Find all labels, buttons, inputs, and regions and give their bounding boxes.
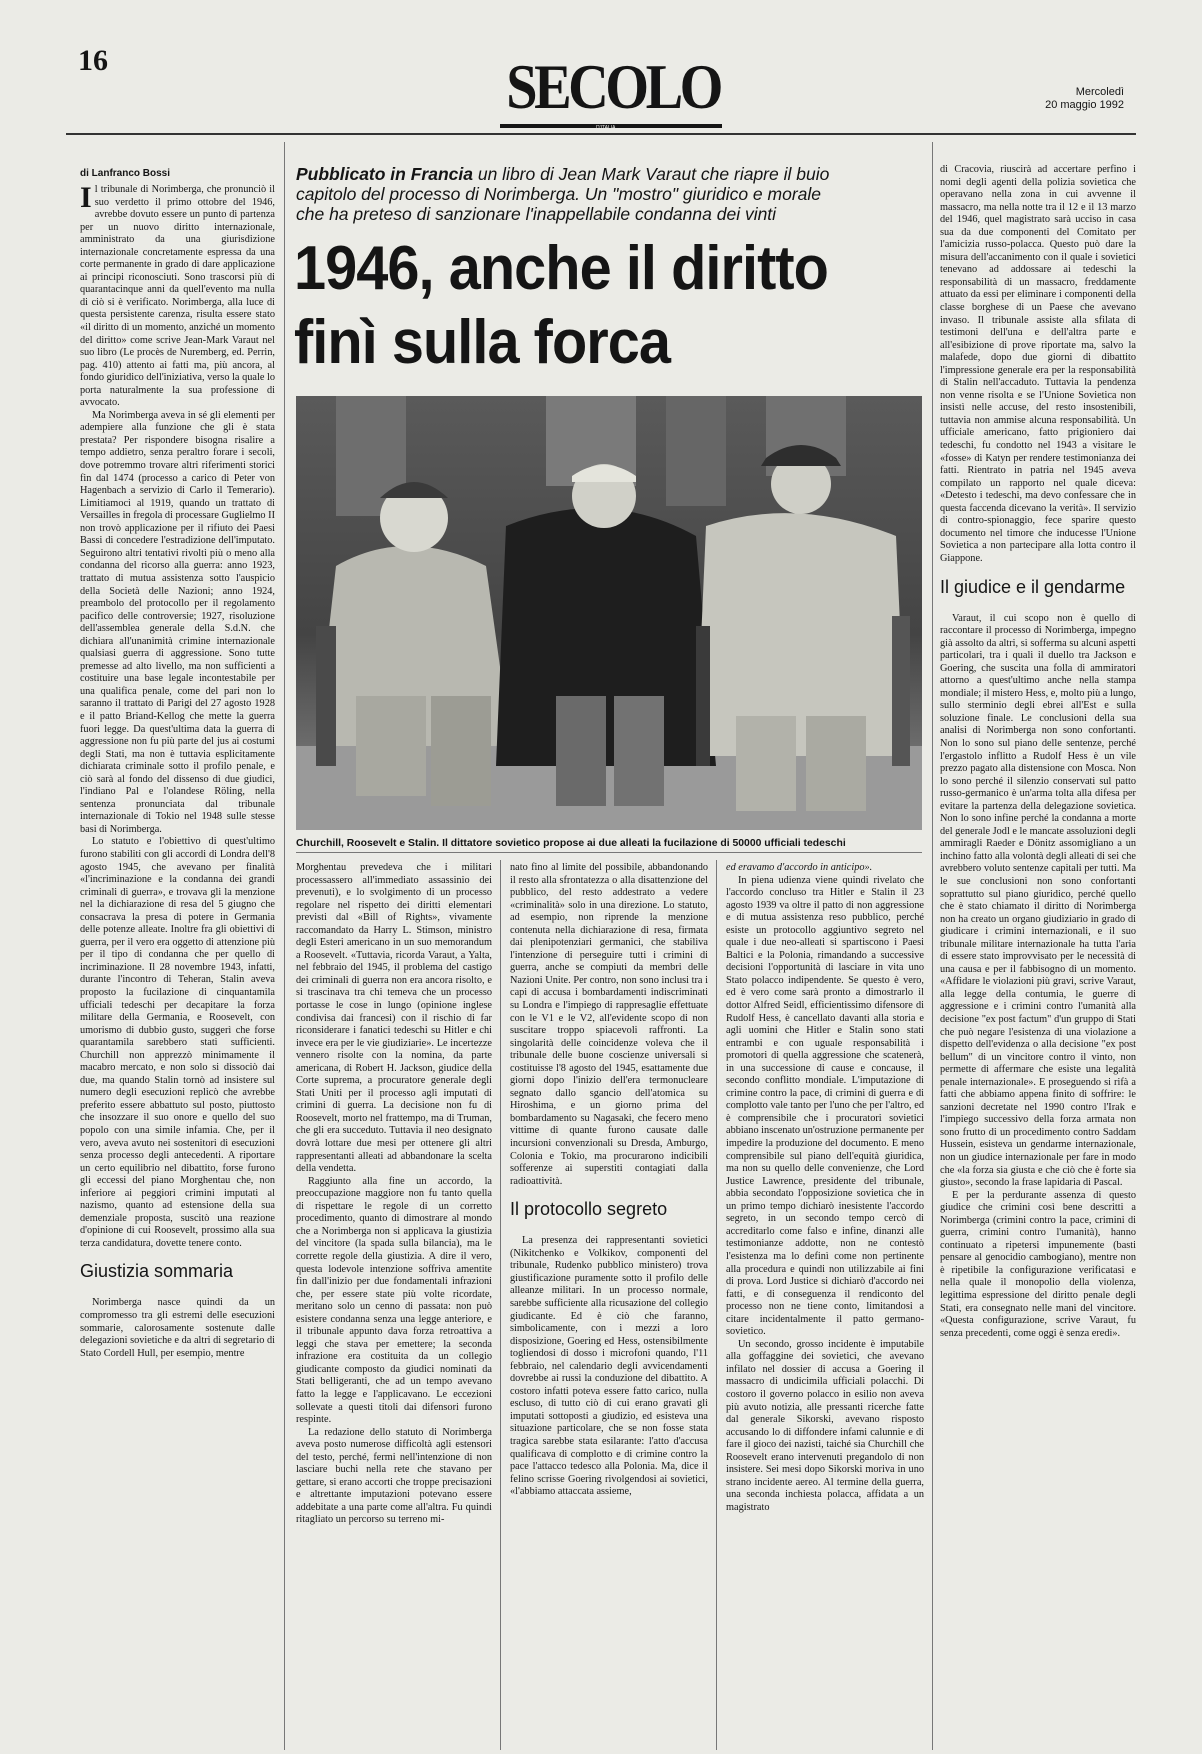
masthead-sub: D'ITALIA bbox=[596, 125, 616, 131]
photo-illustration bbox=[296, 396, 922, 830]
page-number: 16 bbox=[78, 44, 108, 77]
caption-rule bbox=[296, 852, 922, 853]
paragraph: Un secondo, grosso incidente è imputabile alla goffaggine dei sovietici, che avevano infilato nel dossier di accusa a Goering il massacro di undicimila ufficiali polacchi. Di costoro il governo polacco in esilio non aveva più avuto notizia, alle pressanti ricerche fatte dal generale Sikorski, avevano risposto accusando lo di diffondere infami calunnie e di fare il gioco dei nazisti, taiché sia Churchill che Roosevelt erano intervenuti pregandolo di non insistere. Sei mesi dopo Sikorski moriva in uno strano incidente aereo. Al termine della guerra, una seconda inchiesta polacca, affidata a un magistrato bbox=[726, 1338, 924, 1513]
header-rule bbox=[66, 133, 1136, 135]
subhead-protocollo-segreto: Il protocollo segreto bbox=[510, 1199, 668, 1220]
photo-caption: Churchill, Roosevelt e Stalin. Il dittatore sovietico propose ai due alleati la fucilazione di 50000 ufficiali tedeschi bbox=[296, 838, 846, 849]
paragraph: In piena udienza viene quindi rivelato che l'accordo concluso tra Hitler e Stalin il 23 agosto 1939 va oltre il patto di non aggressione e di mutua assistenza reso pubblico, perché esiste un protocollo aggiuntivo segreto nel quale i due neo-alleati si spartiscono i Paesi Baltici e la Polonia, rimandando a successive decisioni l'opportunità di lasciare in vita uno Stato polacco indipendente. Se questo è vero, ed è vero come sarà pronto a dimostrarlo il dottor Alfred Seidl, efficientissimo difensore di Rudolf Hess, è cancellato davanti alla storia e agli uomini che Hitler e Stalin sono stati entrambi e con uguale responsabilità i promotori di quella aggressione che scatenerà, in una successione di cause e concause, il secondo conflitto mondiale. L'imputazione di crimine contro la pace, di crimini di guerra e di complotto vale tanto per l'uno che per l'altro, ed è comprensibile che i procuratori sovietici abbiano inscenato un'ostruzione permanente per impedire la produzione del documento. E meno comprensibile sul piano dell'equità giuridica, ma non su quello delle convenienze, che Lord Justice Lawrence, presidente del tribunale, abbia secondato l'opposizione sovietica che in un primo tempo dichiarò inesistente l'accordo segreto, in un secondo tempo cercò di accreditarlo come falso e infine, dinanzi alle testimonianze addotte, non ne contestò l'esistenza ma lo definì come non pertinente alla procedura e quindi non utilizzabile ai fini di prova. Lord Justice si dichiarò d'accordo nei fatti, e di conseguenza il rendiconto del processo non ne tiene conto, limitandosi a citare incidentalmente il patto germano-sovietico. bbox=[726, 874, 924, 1338]
headline bbox=[294, 232, 852, 380]
paragraph: Varaut, il cui scopo non è quello di raccontare il processo di Norimberga, impegno già assolto da altri, si sofferma su alcuni aspetti particolari, tra i quali il duello tra Jackson e Goering, che suscita una folla di ammiratori attorno a quest'ultimo anche nella stampa mondiale; il mistero Hess, e, molto più a lungo, sullo sterminio degli ebrei all'Est e sulla soluzione finale. Le conclusioni della sua analisi di Norimberga non sono confortanti. Non lo sono sul piano delle sentenze, perché l'ergastolo inflitto a Rudolf Hess è un vile prezzo pagato alla distensione con Mosca. Non lo sono perché il silenzio conservati sul patto russo-germanico è un'arma tolta alla difesa per evitare la partenza della delegazione sovietica. Non lo sono infine perché la condanna a morte del generale Jodl e le mancate assoluzioni degli ammiragli Raeder e Dönitz assomigliano a un inchino fatto alla volontà degli alleati di sei che avrebbero voluto sentenze capitali per tutti. Ma le sue conclusioni non sono confortanti soprattutto sul piano giuridico, perché quello che è stato chiamato il diritto di Norimberga non ha creato un organo giudiziario in grado di giudicare i crimini internazionali, e il suo tribunale militare internazionale ha tutta l'aria di essere stato improvvisato per le necessità di una causa e per il fabbisogno di un momento. «Affidare le violazioni più gravi, scrive Varaut, alla legge della contumia, le guerre di aggressione e i crimini contro l'umanità alla decisione "ex post factum" d'un gruppo di Stati che può negare l'esistenza di una violazione a dispetto dell'evidenza o alla decisione "ex post bellum" di un vincitore contro il vinto, non permette di affermare che esiste una legalità penale internazionale». E proseguendo si rifà a fatti che abbiamo appena finito di soffrire: le sanzioni decretate nel 1990 contro l'Irak e l'impiego successivo della forza armata non sono frutto di un procedimento contro Saddam Hussein, esisteva un gendarme internazionale, non un giudice internazionale per fare in modo che «la forza sia giusta e che ciò che è forte sia giusto», secondo la frase lapidaria di Pascal. bbox=[940, 612, 1136, 1189]
headline-line-1: 1946, anche il diritto bbox=[294, 234, 828, 303]
column-4 bbox=[726, 862, 924, 1750]
column-rule bbox=[716, 860, 717, 1750]
paragraph bbox=[80, 184, 275, 410]
subhead-giustizia-sommaria: Giustizia sommaria bbox=[80, 1261, 234, 1282]
date-full: 20 maggio 1992 bbox=[1045, 99, 1124, 111]
kicker-bold: Pubblicato in Francia bbox=[296, 164, 473, 184]
paragraph: La presenza dei rappresentanti sovietici (Nikitchenko e Volkikov, componenti del tribunale, Rudenko pubblico ministero) trova giustificazione puramente sotto il profilo delle alleanze militari. In un processo normale, sarebbe sufficiente alla ricusazione del collegio giudicante. Ed è ciò che faranno, simbolicamente, con i mezzi a loro disposizione, Goering ed Hess, ostensibilmente togliendosi di dosso i microfoni quando, l'11 febbraio, nel calendario degli avvicendamenti dovrebbe ai russi la conduzione del dibattito. A costoro infatti poteva essere fatto carico, nulla escluso, di tutto ciò di cui erano gravati gli imputati sottoposti a giudizio, ed esisteva una situazione particolare, che se non fosse stata tragica sarebbe stata esilarante: l'atto d'accusa qualificava di complotto e di crimine contro la pace l'attacco tedesco alla Polonia. Ma, dice il felino scrisse Goering rivolgendosi ai sovietici, «l'abbiamo attaccata assieme, bbox=[510, 1235, 708, 1498]
headline-line-2: finì sulla forca bbox=[294, 308, 671, 377]
masthead: SECOLO bbox=[506, 51, 720, 122]
column-5 bbox=[940, 164, 1136, 1750]
issue-date bbox=[1032, 86, 1124, 112]
paragraph: Raggiunto alla fine un accordo, la preoccupazione maggiore non fu tanto quella di rispettare le regole di un corretto procedimento, quanto di dimostrare al mondo che a Norimberga non si applicava la giustizia del vincitore (la spada sulla bilancia), ma le corrette regole della giustizia. A dire il vero, questa lodevole intenzione soffriva amentite fin dall'inizio per due fondamentali infrazioni che, per essere state più volte ricordate, meritano solo un cenno di passata: non può esistere condanna senza una legge anteriore, e il tribunale appunto dava forza retroattiva a leggi che stava per emettere; la seconda infrazione era costituita da un collegio giudicante composto da giudici nominati da Stati belligeranti, che ad un tempo avevano fatto la legge e l'applicavano. Le eccezioni sollevate a questi titoli dai difensori furono respinte. bbox=[296, 1175, 492, 1426]
drop-cap: I bbox=[80, 184, 92, 214]
paragraph: di Cracovia, riuscirà ad accertare perfino i nomi degli agenti della polizia sovietica che operavano nella zona in cui avvenne il massacro, ma nella notte tra il 12 e il 13 marzo del 1946, quel magistrato sarà ucciso in casa sua da due componenti del Comitato per l'amicizia russo-polacca. Questo può dare la misura dell'accanimento con il quale i sovietici tenevano ad addossare ai tedeschi la responsabilità di un massacro, freddamente attuato da essi per eliminare i componenti della classe borghese di un Paese che avevano invaso. Il tribunale assiste alla sfilata di testimoni dell'una e dell'altra parte e all'esibizione di prove riportate ma, salvo la malafede, dopo due giorni di dibattito l'impressione generale era per la responsabilità di Stalin nell'accaduto. Tuttavia la pendenza non venne risolta e se l'Unione Sovietica non insistì nelle accuse, del resto insostenibili, tuttavia non ammise alcuna responsabilità. Un ufficiale americano, fatto prigioniero dai tedeschi, fu condotto nel 1943 a visitare le «fosse» di Katyn per rendere testimonianza dei fatti. Rientrato in patria nel 1945 aveva compilato un rapporto nel quale diceva: «Detesto i tedeschi, ma devo confessare che in questa faccenda dicevano la verità». Il servizio di contro-spionaggio, fece sparire questo documento nel timore che inducesse l'Unione Sovietica a non partecipare alla lotta contro il Giappone. bbox=[940, 164, 1136, 564]
kicker bbox=[296, 164, 840, 224]
column-2 bbox=[296, 862, 492, 1750]
paragraph: E per la perdurante assenza di questo giudice che crimini così bene descritti a Norimberga (crimini contro la pace, crimini di guerra, crimini contro l'umanità), hanno continuato a ripetersi impunemente (basti pensare al genocidio cambogiano), mentre non è ripetibile la configurazione verificatasi e nella quale il monopolio della violenza, legittima espressione del diritto penale degli Stati, era consegnato nelle mani del vincitore. «Questa configurazione, scrive Varaut, fu senza precedenti, come oggi è senza eredi». bbox=[940, 1189, 1136, 1339]
column-3 bbox=[510, 862, 708, 1750]
paragraph: La redazione dello statuto di Norimberga aveva posto numerose difficoltà agli estensori del testo, perché, fermi nell'intenzione di non lasciare buchi nella rete che stavano per gettare, si erano accorti che troppe precisazioni e altrettante imputazioni potevano essere addebitate a una parte come all'altra. Fu quindi ritagliato un percorso su terreno mi- bbox=[296, 1426, 492, 1526]
paragraph: ed eravamo d'accordo in anticipo». bbox=[726, 862, 873, 873]
column-rule bbox=[932, 142, 933, 1750]
paragraph-text: l tribunale di Norimberga, che pronunciò il suo verdetto il primo ottobre del 1946, avrebbe dovuto essere un punto di partenza per un nuovo diritto internazionale, amministrato da una giurisdizione internazionale concretamente espressa da una corte permanente in grado di dare applicazione ai principi riconosciuti. Sono trascorsi più di quarantacinque anni da quell'evento ma nulla di ciò si è verificato. Norimberga, alla luce di questa persistente carenza, risulta essere stato «il diritto di un momento, anziché un momento del diritto» come scrive Jean-Mark Varaut nel suo libro (Le procès de Nuremberg, ed. Perrin, pag. 410) attento ai fatti ma, più ancora, al fondo giuridico dell'iniziativa, verso la quale lo porta naturalmente la sua professione di avvocato. bbox=[80, 184, 275, 409]
date-weekday: Mercoledì bbox=[1075, 86, 1124, 98]
photo-yalta bbox=[296, 396, 922, 830]
column-rule bbox=[500, 860, 501, 1750]
paragraph: Ma Norimberga aveva in sé gli elementi per adempiere alla funzione che gli è stata prestata? Per rispondere bisogna risalire a tempo addietro, senza peraltro forare i secoli, dove potremmo trovare altri riferimenti storici fin dal 1474 (processo a carico di Peter von Hagenbach a servizio di Carlo il Temerario). Limitiamoci al 1919, quando un trattato di Versailles in fregola di processare Guglielmo II non trovò applicazione per il rifiuto dei Paesi Bassi di concedere l'estradizione dell'imputato. Seguirono altri tentativi rivolti più o meno alla condanna del ricorso alla guerra: anno 1923, trattato di mutua assistenza sotto l'auspicio della Società delle Nazioni; anno 1924, preambolo del protocollo per il regolamento pacifico delle controversie; 1927, risoluzione dell'assemblea generale della S.d.N. che dichiara all'unanimità crimine internazionale qualsiasi guerra di aggressione. Sono tutte premesse ad alto livello, ma non sufficienti a costituire una base legale incontestabile per una qualifica penale, come del pari non lo saranno il trattato di Parigi del 27 agosto 1928 e il patto Briand-Kellog che mette la guerra fuori legge. Da quest'ultima data la guerra di aggressione non fu più parte del jus ai costumi degli Stati, ma non è tuttavia esplicitamente dichiarata criminale sotto il profilo penale, e ciò sarà al fondo del dissenso di due giudici, l'indiano Pal e l'olandese Röling, nella sentenza pronunciata dal tribunale internazionale di Tokio nel 1948 sulle stesse basi di Norimberga. bbox=[80, 409, 275, 835]
paragraph: Morghentau prevedeva che i militari processassero all'immediato assassinio dei prevenuti), e lo svolgimento di un processo regolare nel rispetto dei diritti elementari previsti dal «Bill of Rights», vivamente raccomandato da Harry L. Stimson, ministro degli Esteri americano in un suo memorandum a Roosevelt. «Tuttavia, ricorda Varaut, a Yalta, nel febbraio del 1945, il problema del castigo dei criminali di guerra non era ancora risolto, e si trascinava tra chi temeva che un processo portasse le cose in lungo (opinione inglese condivisa dai francesi) con il rischio di far riconsiderare i fanatici tedeschi su Hitler e chi invece era per le vie giudiziarie». Le incertezze vennero risolte con la nomina, da parte americana, di Robert H. Jackson, giudice della Corte suprema, a procuratore generale degli Stati Uniti per il processo agli imputati di crimini di guerra. La decisione non fu di Roosevelt, morto nel frattempo, ma di Truman, che gli era succeduto. Tuttavia il neo designato dovrà lottare due mesi per ottenere gli altri rappresentanti alleati ad abbandonare la scelta della vendetta. bbox=[296, 862, 492, 1175]
byline: di Lanfranco Bossi bbox=[80, 168, 171, 179]
paragraph: Lo statuto e l'obiettivo di quest'ultimo furono stabiliti con gli accordi di Londra dell'8 agosto 1945, che avevano per finalità «l'incriminazione e la condanna dei grandi criminali di guerra», e trovava gli la menzione nel la dichiarazione di resa del 5 giugno che consacrava la presa di potere in Germania delle potenze alleate. Inoltre fra gli obiettivi di guerra, per il vero era oggetto di attenzione più per il tipo di condanna che per quello di incriminazione. Il 28 novembre 1943, infatti, durante l'incontro di Teheran, Stalin aveva proposto la fucilazione di cinquantamila ufficiali tedeschi per decapitare la forza militare della Germania, e Roosevelt, con umorismo di dubbio gusto, suggerì che forse quarantamila sarebbero stati sufficienti. Churchill non apprezzò minimamente il macabro mercato, e non solo si dissociò dai due, ma quando Stalin tornò ad insistere sul numero degli esecuzioni replicò che avrebbe preferito essere abbattuto sul posto, piuttosto che insozzare il suo onore e quello del suo popolo con una simile infamia. Che, per il vero, aveva avuto nei sostenitori di esecuzioni senza processo degli antecedenti. A riportare un certo equilibrio nel dibattito, forse furono gli eccessi del piano Morghentau che, non inferiore ai peggiori crimini imputati al nazismo, quanto ad estensione della sua demenziale proposta, suscitò una reazione d'opinione di cui Roosevelt, prossimo alla sua terza candidatura, dovette tenere conto. bbox=[80, 836, 275, 1249]
column-1 bbox=[80, 184, 275, 1750]
kicker-text: un libro di Jean Mark Varaut che riapre il buio capitolo del processo di Norimberga. Un "mostro" giuridico e morale che ha preteso di sanzionare l'inappellabile condanna dei vinti bbox=[296, 164, 830, 224]
subhead-giudice-gendarme: Il giudice e il gendarme bbox=[940, 576, 1126, 597]
paragraph: Norimberga nasce quindi da un compromesso tra gli estremi delle esecuzioni sommarie, calorosamente sostenute dalle delegazioni sovietiche e da altri di segretario di Stato Cordell Hull, per esempio, mentre bbox=[80, 1297, 275, 1359]
column-rule bbox=[284, 142, 285, 1750]
paragraph: nato fino al limite del possibile, abbandonando il resto alla sfrontatezza o alla disattenzione del pubblico, del resto addestrato a vedere «criminalità» solo in una direzione. Lo statuto, ad esempio, non riprende la menzione contenuta nella dichiarazione di resa, firmata dai plenipotenziari germanici, che stabiliva l'intenzione di perseguire tutti i crimini di guerra, anche se compiuti da membri delle Nazioni Unite. Per contro, non sono inclusi tra i capi di accusa i bombardamenti indiscriminati su Londra e l'impiego di rappresaglie effettuate con le V1 e le V2, all'evidente scopo di non suscitare troppo spiacevoli raffronti. La singolarità delle coincidenze voleva che il tribunale delle buone coscienze universali si costituisse l'8 agosto del 1945, esattamente due giorni dopo l'inizio dell'era termonucleare segnato dallo sgancio dell'atomica su Hiroshima, e un giorno prima del bombardamento su Nagasaki, che fecero meno vittime di quante furono causate dalle incursioni convenzionali su Dresda, Amburgo, Colonia e Tokio, ma procurarono indicibili sofferenze ai superstiti contagiati dalla radioattività. bbox=[510, 862, 708, 1187]
